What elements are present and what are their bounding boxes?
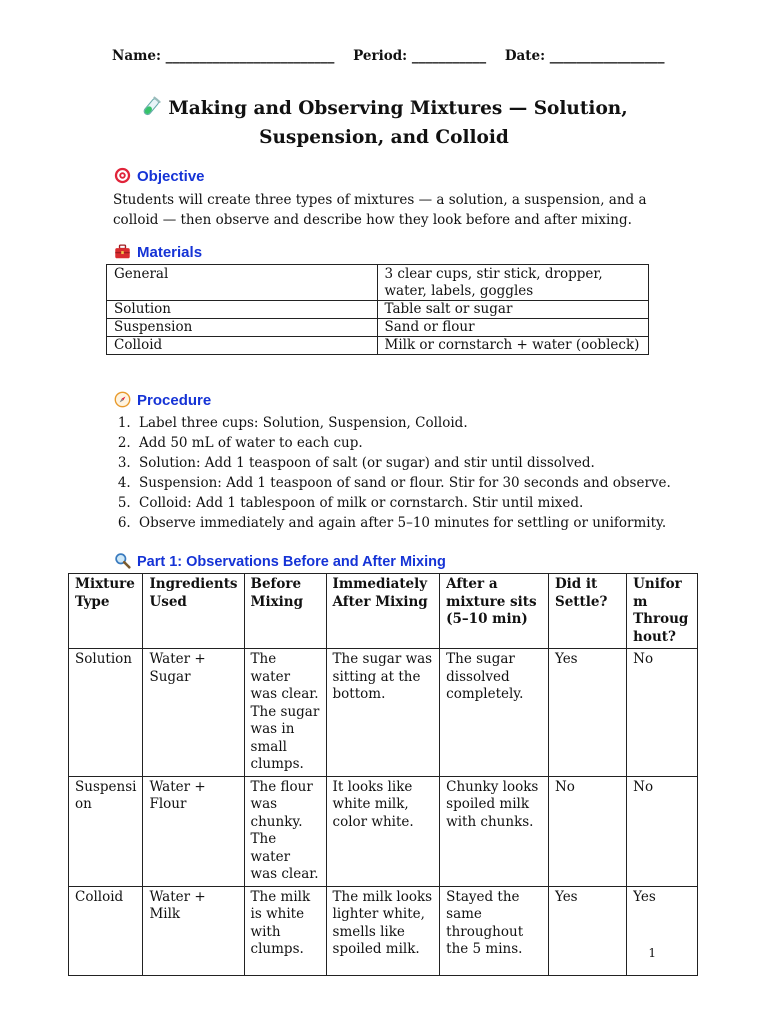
table-cell: Colloid (69, 886, 143, 975)
column-header: Ingredients Used (143, 574, 244, 649)
table-cell: Solution (69, 649, 143, 777)
title-line-2: Suspension, and Colloid (259, 127, 509, 148)
column-header: Mixture Type (69, 574, 143, 649)
part1-heading-text: Part 1: Observations Before and After Mixing (137, 554, 446, 570)
page-title (100, 94, 668, 152)
table-cell: Stayed the same throughout the 5 mins. (440, 886, 549, 975)
table-cell: Yes (548, 886, 626, 975)
test-tube-icon (140, 96, 162, 118)
material-label: Solution (107, 301, 378, 319)
toolbox-icon (114, 243, 131, 260)
table-cell: It looks like white milk, color white. (326, 776, 440, 886)
material-label: Colloid (107, 337, 378, 355)
table-row (107, 319, 649, 337)
table-cell: Water + Sugar (143, 649, 244, 777)
table-cell: Yes (548, 649, 626, 777)
procedure-step: 2. Add 50 mL of water to each cup. (135, 433, 695, 453)
table-cell: No (627, 649, 698, 777)
procedure-heading (114, 391, 211, 409)
magnifier-icon (114, 552, 131, 569)
material-value: 3 clear cups, stir stick, dropper, water, labels, goggles (377, 265, 649, 301)
procedure-step: 6. Observe immediately and again after 5–10 minutes for settling or uniformity. (135, 513, 695, 533)
materials-heading (114, 243, 202, 261)
column-header: After a mixture sits (5–10 min) (440, 574, 549, 649)
table-row (69, 649, 698, 777)
procedure-list (113, 413, 695, 533)
table-cell: The sugar was sitting at the bottom. (326, 649, 440, 777)
materials-heading-text: Materials (137, 244, 203, 261)
table-cell: The sugar dissolved completely. (440, 649, 549, 777)
table-cell: The milk is white with clumps. (244, 886, 326, 975)
observations-table (68, 573, 698, 976)
material-value: Table salt or sugar (377, 301, 649, 319)
title-line-1: Making and Observing Mixtures — Solution, (168, 98, 628, 119)
table-cell: No (627, 776, 698, 886)
table-cell: The water was clear. The sugar was in small clumps. (244, 649, 326, 777)
table-row (69, 886, 698, 975)
objective-heading-text: Objective (137, 168, 205, 185)
column-header: Before Mixing (244, 574, 326, 649)
materials-table (106, 264, 649, 355)
table-row (107, 301, 649, 319)
table-row (69, 776, 698, 886)
procedure-step: 1. Label three cups: Solution, Suspension, Colloid. (135, 413, 695, 433)
table-row (107, 265, 649, 301)
target-icon (114, 167, 131, 184)
objective-text: Students will create three types of mixtures — a solution, a suspension, and a colloid — then observe and describe how they look before and after mixing. (113, 192, 647, 228)
table-cell: Suspensi on (69, 776, 143, 886)
material-label: Suspension (107, 319, 378, 337)
column-header: Unifor m Throug hout? (627, 574, 698, 649)
procedure-heading-text: Procedure (137, 392, 212, 409)
procedure-step: 3. Solution: Add 1 teaspoon of salt (or sugar) and stir until dissolved. (135, 453, 695, 473)
student-info-line (112, 48, 679, 64)
table-cell: No (548, 776, 626, 886)
date-field-label: Date: _________________ (504, 48, 665, 64)
table-cell: The milk looks lighter white, smells like spoiled milk. (326, 886, 440, 975)
material-value: Milk or cornstarch + water (oobleck) (377, 337, 649, 355)
column-header: Did it Settle? (548, 574, 626, 649)
table-row (107, 337, 649, 355)
part1-heading (114, 552, 446, 570)
name-field-label: Name: _________________________ (112, 48, 335, 64)
objective-heading (114, 167, 205, 185)
procedure-step: 4. Suspension: Add 1 teaspoon of sand or flour. Stir for 30 seconds and observe. (135, 473, 695, 493)
table-cell: The flour was chunky. The water was clear. (244, 776, 326, 886)
procedure-step: 5. Colloid: Add 1 tablespoon of milk or cornstarch. Stir until mixed. (135, 493, 695, 513)
table-cell: Yes (627, 886, 698, 975)
table-cell: Water + Flour (143, 776, 244, 886)
material-label: General (107, 265, 378, 301)
table-cell: Chunky looks spoiled milk with chunks. (440, 776, 549, 886)
column-header: Immediately After Mixing (326, 574, 440, 649)
period-field-label: Period: ___________ (353, 48, 487, 64)
material-value: Sand or flour (377, 319, 649, 337)
table-header-row (69, 574, 698, 649)
page-number: 1 (648, 946, 656, 960)
compass-icon (114, 391, 131, 408)
table-cell: Water + Milk (143, 886, 244, 975)
